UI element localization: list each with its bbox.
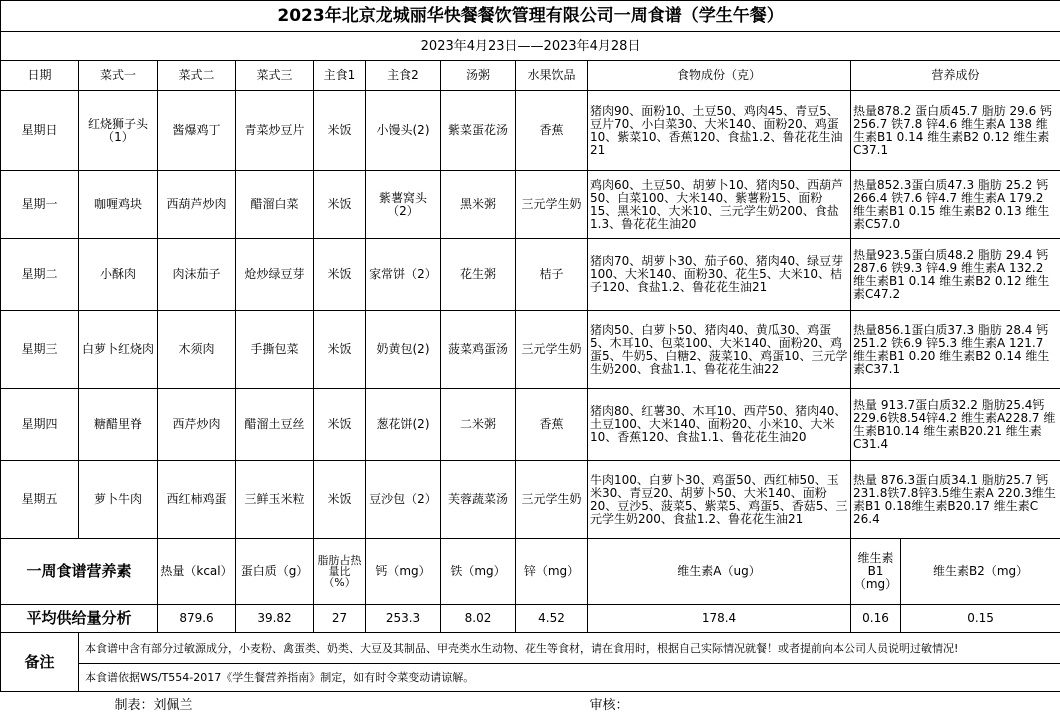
summary-value: 39.82 [236,605,314,633]
soup-cell: 芙蓉蔬菜汤 [441,461,516,539]
notes-row [1,664,1060,692]
nutrition-cell: 热量856.1蛋白质37.3 脂肪 28.4 钙251.2 铁6.9 锌5.3 维生素A 121.7 维生素B1 0.20 维生素B2 0.14 维生素C37.1 [851,311,1060,389]
date-range: 2023年4月23日——2023年4月28日 [1,32,1060,61]
day-cell: 星期三 [1,311,79,389]
summary-value: 8.02 [441,605,516,633]
staple2-cell: 紫薯窝头（2） [366,171,441,239]
table-row [1,389,1060,461]
dish2-cell: 西芹炒肉 [158,389,236,461]
notes-standard: 本食谱依据WS/T554-2017《学生餐营养指南》制定，如有时令菜变动请谅解。 [79,664,1060,692]
summary-values-row [1,605,1060,633]
header-nutrition: 营养成份 [851,61,1060,91]
table-row [1,461,1060,539]
staple2-cell: 豆沙包（2） [366,461,441,539]
summary-value: 0.16 [851,605,901,633]
header-day: 日期 [1,61,79,91]
header-staple1: 主食1 [314,61,366,91]
dish1-cell: 萝卜牛肉 [79,461,158,539]
header-fruit: 水果饮品 [516,61,588,91]
summary-header: 维生素B2（mg） [901,539,1060,605]
header-dish2: 菜式二 [158,61,236,91]
day-cell: 星期一 [1,171,79,239]
header-dish1: 菜式一 [79,61,158,91]
staple2-cell: 小馒头(2) [366,91,441,171]
day-cell: 星期二 [1,239,79,311]
day-cell: 星期五 [1,461,79,539]
summary-value: 879.6 [158,605,236,633]
nutrition-cell: 热量 876.3蛋白质34.1 脂肪25.7 钙231.8铁7.8锌3.5维生素A 220.3维生素B1 0.18维生素B20.17 维生素C 26.4 [851,461,1060,539]
nutrition-cell: 热量852.3蛋白质47.3 脂肪 25.2 钙266.4 铁7.6 锌4.7 维生素A 179.2 维生素B1 0.15 维生素B2 0.13 维生素C57.0 [851,171,1060,239]
soup-cell: 黑米粥 [441,171,516,239]
fruit-cell: 香蕉 [516,389,588,461]
fruit-cell: 三元学生奶 [516,311,588,389]
summary-label-nutrients: 一周食谱营养素 [1,539,158,605]
soup-cell: 二米粥 [441,389,516,461]
staple1-cell: 米饭 [314,389,366,461]
dish2-cell: 木须肉 [158,311,236,389]
ingredients-cell: 鸡肉60、土豆50、胡萝卜10、猪肉50、西葫芦50、白菜100、大米140、紫薯粉15、面粉15、黑米10、大米10、三元学生奶200、食盐1.3、鲁花花生油20 [588,171,851,239]
ingredients-cell: 猪肉90、面粉10、土豆50、鸡肉45、青豆5、豆片70、小白菜30、大米140、面粉20、鸡蛋10、紫菜10、香蕉120、食盐1.2、鲁花花生油21 [588,91,851,171]
dish3-cell: 醋溜白菜 [236,171,314,239]
summary-header: 钙（mg） [366,539,441,605]
staple2-cell: 家常饼（2） [366,239,441,311]
dish1-cell: 白萝卜红烧肉 [79,311,158,389]
nutrition-cell: 热量923.5蛋白质48.2 脂肪 29.4 钙287.6 铁9.3 锌4.9 维生素A 132.2 维生素B1 0.14 维生素B2 0.12 维生素C47.2 [851,239,1060,311]
staple1-cell: 米饭 [314,239,366,311]
dish1-cell: 糖醋里脊 [79,389,158,461]
summary-header: 维生素B1（mg） [851,539,901,605]
fruit-cell: 香蕉 [516,91,588,171]
nutrition-cell: 热量878.2 蛋白质45.7 脂肪 29.6 钙256.7 铁7.8 锌4.6 维生素A 138 维生素B1 0.14 维生素B2 0.12 维生素C37.1 [851,91,1060,171]
soup-cell: 花生粥 [441,239,516,311]
ingredients-cell: 猪肉70、胡萝卜30、茄子60、猪肉40、绿豆芽100、大米140、面粉30、花生5、大米10、桔子120、食盐1.2、鲁花花生油21 [588,239,851,311]
summary-header-row [1,539,1060,605]
staple2-cell: 奶黄包(2) [366,311,441,389]
summary-header: 蛋白质（g） [236,539,314,605]
summary-header: 脂肪占热量比（%） [314,539,366,605]
day-cell: 星期四 [1,389,79,461]
dish2-cell: 西红柿鸡蛋 [158,461,236,539]
fruit-cell: 桔子 [516,239,588,311]
staple1-cell: 米饭 [314,91,366,171]
summary-value: 0.15 [901,605,1060,633]
signature-row [1,692,1060,720]
soup-cell: 紫菜蛋花汤 [441,91,516,171]
summary-header: 维生素A（ug） [588,539,851,605]
made-by-label: 制表：刘佩兰 [79,692,314,720]
day-cell: 星期日 [1,91,79,171]
summary-label-average: 平均供给量分析 [1,605,158,633]
dish2-cell: 酱爆鸡丁 [158,91,236,171]
soup-cell: 菠菜鸡蛋汤 [441,311,516,389]
staple1-cell: 米饭 [314,461,366,539]
reviewer-label: 审核： [588,692,851,720]
ingredients-cell: 猪肉50、白萝卜50、猪肉40、黄瓜30、鸡蛋5、木耳10、包菜100、大米140、面粉20、鸡蛋5、牛奶5、白糖2、菠菜10、鸡蛋10、三元学生奶200、食盐1.1、鲁花花生油22 [588,311,851,389]
ingredients-cell: 牛肉100、白萝卜30、鸡蛋50、西红柿50、玉米30、青豆20、胡萝卜50、大米140、面粉20、豆沙5、菠菜5、紫菜5、鸡蛋5、香菇5、三元学生奶200、食盐1.2、鲁花花生油21 [588,461,851,539]
header-dish3: 菜式三 [236,61,314,91]
nutrition-cell: 热量 913.7蛋白质32.2 脂肪25.4钙229.6铁8.54锌4.2 维生素A228.7 维生素B10.14 维生素B20.21 维生素C31.4 [851,389,1060,461]
header-ingredients: 食物成份（克） [588,61,851,91]
dish1-cell: 咖喱鸡块 [79,171,158,239]
ingredients-cell: 猪肉80、红薯30、木耳10、西芹50、猪肉40、土豆100、大米140、面粉20、小米10、大米10、香蕉120、食盐1.1、鲁花花生油20 [588,389,851,461]
dish3-cell: 手撕包菜 [236,311,314,389]
notes-allergen: 本食谱中含有部分过敏源成分，小麦粉、禽蛋类、奶类、大豆及其制品、甲壳类水生动物、花生等食材，请在食用时，根据自己实际情况就餐！或者提前向本公司人员说明过敏情况! [79,633,1060,664]
dish3-cell: 三鲜玉米粒 [236,461,314,539]
header-row [1,61,1060,91]
table-row [1,239,1060,311]
staple2-cell: 葱花饼(2) [366,389,441,461]
table-row [1,91,1060,171]
staple1-cell: 米饭 [314,171,366,239]
summary-header: 热量（kcal） [158,539,236,605]
fruit-cell: 三元学生奶 [516,461,588,539]
summary-header: 锌（mg） [516,539,588,605]
staple1-cell: 米饭 [314,311,366,389]
header-staple2: 主食2 [366,61,441,91]
fruit-cell: 三元学生奶 [516,171,588,239]
summary-value: 178.4 [588,605,851,633]
dish3-cell: 炝炒绿豆芽 [236,239,314,311]
summary-header: 铁（mg） [441,539,516,605]
dish3-cell: 青菜炒豆片 [236,91,314,171]
summary-value: 253.3 [366,605,441,633]
dish3-cell: 醋溜土豆丝 [236,389,314,461]
dish1-cell: 小酥肉 [79,239,158,311]
summary-value: 4.52 [516,605,588,633]
notes-label: 备注 [1,633,79,692]
header-soup: 汤粥 [441,61,516,91]
dish2-cell: 肉沫茄子 [158,239,236,311]
dish1-cell: 红烧狮子头（1） [79,91,158,171]
table-row [1,171,1060,239]
notes-row [1,633,1060,664]
page-title: 2023年北京龙城丽华快餐餐饮管理有限公司一周食谱（学生午餐） [1,1,1060,32]
summary-value: 27 [314,605,366,633]
dish2-cell: 西葫芦炒肉 [158,171,236,239]
table-row [1,311,1060,389]
